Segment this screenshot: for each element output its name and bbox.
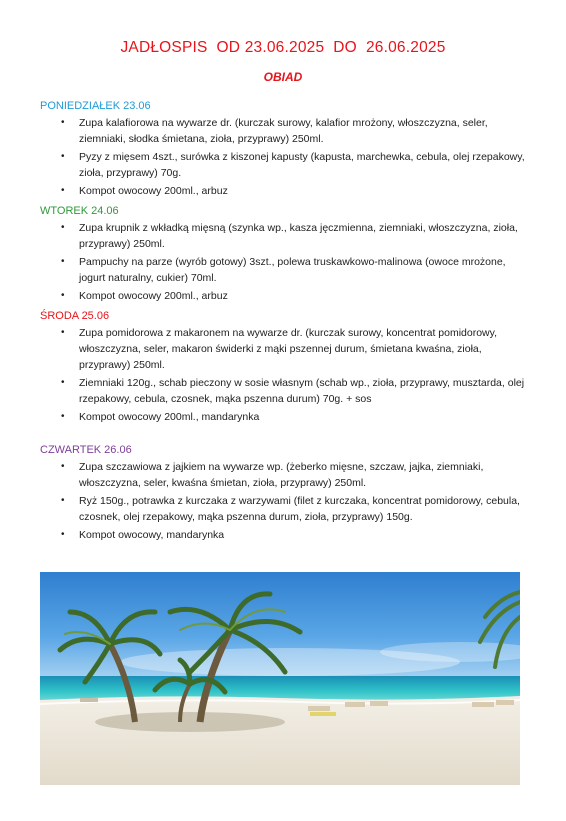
dish-text: Pyzy z mięsem 4szt., surówka z kiszonej kapusty (kapusta, marchewka, cebula, olej rzepakowy, zioła, przyprawy) 70g. <box>79 151 525 179</box>
day-section-monday <box>40 99 530 201</box>
bullet-icon: • <box>61 117 65 128</box>
dish-text: Kompot owocowy, mandarynka <box>79 529 225 541</box>
list-item <box>40 325 530 373</box>
dish-text: Ryż 150g., potrawka z kurczaka z warzywami (filet z kurczaka, koncentrat pomidorowy, cebula, czosnek, olej rzepakowy, mąka pszenna durum, zioła, przyprawy) 150g. <box>79 495 520 523</box>
bullet-icon: • <box>61 461 65 472</box>
bullet-icon: • <box>61 411 65 422</box>
day-heading: ŚRODA 25.06 <box>40 310 110 322</box>
bullet-icon: • <box>61 377 65 388</box>
bullet-icon: • <box>61 256 65 267</box>
day-heading: WTOREK 24.06 <box>40 205 119 217</box>
list-item <box>40 254 530 286</box>
dish-text: Zupa krupnik z wkładką mięsną (szynka wp., kasza jęczmienna, ziemniaki, włoszczyzna, zioła, przyprawy) 250ml. <box>79 222 518 250</box>
bullet-icon: • <box>61 327 65 338</box>
list-item <box>40 115 530 147</box>
day-section-tuesday <box>40 204 530 306</box>
list-item <box>40 220 530 252</box>
dish-text: Kompot owocowy 200ml., arbuz <box>79 290 228 302</box>
bullet-icon: • <box>61 290 65 301</box>
day-heading: CZWARTEK 26.06 <box>40 444 132 456</box>
day-section-thursday <box>40 443 530 545</box>
dish-text: Ziemniaki 120g., schab pieczony w sosie własnym (schab wp., zioła, przyprawy, musztarda, olej rzepakowy, cebula, czosnek, mąka pszenna durum) 70g. + sos <box>79 377 525 405</box>
bullet-icon: • <box>61 529 65 540</box>
bullet-icon: • <box>61 151 65 162</box>
bullet-icon: • <box>61 222 65 233</box>
list-item <box>40 493 530 525</box>
dish-text: Zupa pomidorowa z makaronem na wywarze dr. (kurczak surowy, koncentrat pomidorowy, włoszczyzna, seler, makaron świderki z mąki pszennej durum, śmietana kwaśna, zioła, przyprawy) 250ml. <box>79 327 498 371</box>
dish-text: Pampuchy na parze (wyrób gotowy) 3szt., polewa truskawkowo-malinowa (owoce mrożone, jogurt naturalny, cukier) 70ml. <box>79 256 506 284</box>
list-item <box>40 288 530 304</box>
bullet-icon: • <box>61 495 65 506</box>
dish-text: Kompot owocowy 200ml., mandarynka <box>79 411 260 423</box>
dish-list <box>40 220 530 304</box>
beach-palm-photo <box>40 572 520 785</box>
dish-text: Zupa szczawiowa z jajkiem na wywarze wp. (żeberko mięsne, szczaw, jajka, ziemniaki, włoszczyzna, seler, kwaśna śmietan, zioła, przyprawy) 250ml. <box>79 461 484 489</box>
dish-text: Zupa kalafiorowa na wywarze dr. (kurczak surowy, kalafior mrożony, włoszczyzna, seler, ziemniaki, słodka śmietana, zioła, przyprawy) 250ml. <box>79 117 488 145</box>
list-item <box>40 149 530 181</box>
list-item <box>40 459 530 491</box>
menu-title: JADŁOSPIS OD 23.06.2025 DO 26.06.2025 <box>120 39 446 56</box>
meal-subtitle: OBIAD <box>263 70 303 84</box>
dish-text: Kompot owocowy 200ml., arbuz <box>79 185 228 197</box>
day-section-wednesday <box>40 309 530 427</box>
bullet-icon: • <box>61 185 65 196</box>
list-item <box>40 527 530 543</box>
list-item <box>40 375 530 407</box>
list-item <box>40 409 530 425</box>
dish-list <box>40 115 530 199</box>
dish-list <box>40 325 530 425</box>
dish-list <box>40 459 530 543</box>
list-item <box>40 183 530 199</box>
day-heading: PONIEDZIAŁEK 23.06 <box>40 100 151 112</box>
